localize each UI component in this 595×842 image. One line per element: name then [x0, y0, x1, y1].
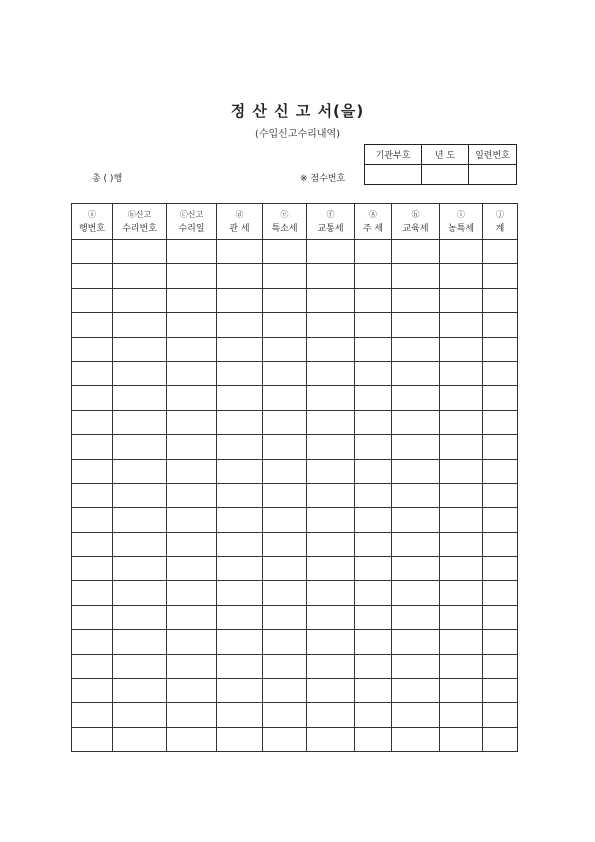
column-header	[217, 204, 263, 240]
table-cell[interactable]	[72, 727, 113, 751]
table-cell[interactable]	[483, 703, 518, 727]
column-label: 주 세	[362, 223, 384, 234]
table-cell[interactable]	[113, 410, 167, 434]
table-cell[interactable]	[113, 240, 167, 264]
table-cell[interactable]	[440, 386, 483, 410]
table-cell[interactable]	[483, 337, 518, 361]
table-row	[72, 508, 518, 532]
column-mark: ⓕ	[326, 209, 335, 219]
table-cell[interactable]	[263, 703, 307, 727]
table-cell[interactable]	[167, 557, 217, 581]
table-row	[72, 483, 518, 507]
table-cell[interactable]	[307, 386, 355, 410]
table-cell[interactable]	[113, 557, 167, 581]
table-cell[interactable]	[392, 459, 440, 483]
table-cell[interactable]	[263, 605, 307, 629]
table-cell[interactable]	[440, 654, 483, 678]
column-header	[483, 204, 518, 240]
table-cell[interactable]	[307, 361, 355, 385]
table-cell[interactable]	[355, 508, 392, 532]
table-cell[interactable]	[355, 630, 392, 654]
table-cell[interactable]	[483, 581, 518, 605]
column-header	[392, 204, 440, 240]
table-cell[interactable]	[483, 386, 518, 410]
table-cell[interactable]	[483, 630, 518, 654]
table-cell[interactable]	[392, 410, 440, 434]
table-cell[interactable]	[307, 459, 355, 483]
table-cell[interactable]	[392, 654, 440, 678]
table-row	[72, 435, 518, 459]
table-cell[interactable]	[217, 313, 263, 337]
code-value-serial[interactable]	[469, 165, 517, 185]
column-label: 교육세	[402, 223, 429, 234]
column-header	[167, 204, 217, 240]
table-cell[interactable]	[263, 386, 307, 410]
table-cell[interactable]	[72, 240, 113, 264]
column-header	[355, 204, 392, 240]
table-cell[interactable]	[355, 264, 392, 288]
table-cell[interactable]	[113, 386, 167, 410]
document-subtitle: (수입신고수리내역)	[254, 129, 341, 140]
table-cell[interactable]	[307, 410, 355, 434]
table-cell[interactable]	[392, 679, 440, 703]
table-cell[interactable]	[355, 654, 392, 678]
table-cell[interactable]	[392, 557, 440, 581]
table-cell[interactable]	[307, 532, 355, 556]
table-cell[interactable]	[307, 703, 355, 727]
table-cell[interactable]	[217, 532, 263, 556]
table-cell[interactable]	[392, 581, 440, 605]
table-cell[interactable]	[72, 459, 113, 483]
table-cell[interactable]	[113, 459, 167, 483]
column-label: 교통세	[317, 223, 344, 234]
table-cell[interactable]	[392, 508, 440, 532]
table-cell[interactable]	[483, 313, 518, 337]
table-cell[interactable]	[72, 605, 113, 629]
table-cell[interactable]	[483, 459, 518, 483]
table-cell[interactable]	[167, 264, 217, 288]
table-cell[interactable]	[113, 679, 167, 703]
table-cell[interactable]	[263, 483, 307, 507]
table-cell[interactable]	[355, 605, 392, 629]
table-cell[interactable]	[307, 337, 355, 361]
code-header-year: 년 도	[422, 145, 469, 165]
settlement-table	[71, 203, 518, 752]
table-cell[interactable]	[307, 483, 355, 507]
table-cell[interactable]	[307, 679, 355, 703]
table-cell[interactable]	[392, 605, 440, 629]
column-mark: ⓓ	[235, 209, 244, 219]
table-cell[interactable]	[392, 532, 440, 556]
table-row	[72, 679, 518, 703]
table-cell[interactable]	[307, 508, 355, 532]
table-cell[interactable]	[355, 386, 392, 410]
column-mark: ⓖ	[369, 209, 377, 219]
table-cell[interactable]	[113, 703, 167, 727]
table-cell[interactable]	[167, 313, 217, 337]
table-cell[interactable]	[263, 459, 307, 483]
table-row	[72, 459, 518, 483]
table-cell[interactable]	[217, 240, 263, 264]
table-cell[interactable]	[355, 337, 392, 361]
table-cell[interactable]	[483, 264, 518, 288]
column-mark: ⓔ	[280, 209, 289, 219]
column-mark: ⓙ	[496, 209, 504, 219]
table-cell[interactable]	[307, 581, 355, 605]
table-cell[interactable]	[167, 605, 217, 629]
column-header	[263, 204, 307, 240]
code-header-serial: 일련번호	[469, 145, 517, 165]
table-cell[interactable]	[355, 240, 392, 264]
table-cell[interactable]	[167, 337, 217, 361]
table-cell[interactable]	[217, 459, 263, 483]
table-cell[interactable]	[392, 703, 440, 727]
column-mark: ⓐ	[88, 209, 96, 219]
table-cell[interactable]	[113, 654, 167, 678]
column-label: 관 세	[229, 223, 250, 234]
table-cell[interactable]	[483, 679, 518, 703]
table-cell[interactable]	[392, 727, 440, 751]
table-cell[interactable]	[217, 630, 263, 654]
table-cell[interactable]	[167, 386, 217, 410]
table-cell[interactable]	[440, 679, 483, 703]
table-cell[interactable]	[72, 337, 113, 361]
table-cell[interactable]	[355, 532, 392, 556]
table-cell[interactable]	[263, 630, 307, 654]
table-cell[interactable]	[167, 727, 217, 751]
table-row	[72, 410, 518, 434]
table-cell[interactable]	[72, 679, 113, 703]
table-row	[72, 337, 518, 361]
column-label: 수리일	[178, 223, 205, 234]
table-cell[interactable]	[483, 435, 518, 459]
table-cell[interactable]	[483, 240, 518, 264]
column-label: 수리번호	[122, 223, 157, 234]
table-cell[interactable]	[392, 240, 440, 264]
table-cell[interactable]	[355, 679, 392, 703]
table-cell[interactable]	[217, 410, 263, 434]
table-row	[72, 386, 518, 410]
table-row	[72, 727, 518, 751]
table-cell[interactable]	[113, 288, 167, 312]
table-cell[interactable]	[72, 654, 113, 678]
table-cell[interactable]	[263, 337, 307, 361]
table-cell[interactable]	[263, 288, 307, 312]
table-cell[interactable]	[355, 703, 392, 727]
table-cell[interactable]	[355, 435, 392, 459]
table-cell[interactable]	[392, 630, 440, 654]
table-cell[interactable]	[307, 605, 355, 629]
code-value-agency[interactable]	[365, 165, 422, 185]
document-title: 정 산 신 고 서(을)	[230, 102, 365, 120]
table-cell[interactable]	[217, 264, 263, 288]
table-cell[interactable]	[307, 630, 355, 654]
table-cell[interactable]	[217, 508, 263, 532]
table-cell[interactable]	[307, 727, 355, 751]
table-cell[interactable]	[263, 508, 307, 532]
table-cell[interactable]	[72, 410, 113, 434]
table-cell[interactable]	[355, 288, 392, 312]
table-cell[interactable]	[483, 654, 518, 678]
table-cell[interactable]	[483, 532, 518, 556]
table-row	[72, 630, 518, 654]
table-cell[interactable]	[167, 410, 217, 434]
table-cell[interactable]	[113, 483, 167, 507]
column-label: 계	[495, 223, 505, 234]
column-header	[307, 204, 355, 240]
table-cell[interactable]	[440, 361, 483, 385]
table-cell[interactable]	[113, 605, 167, 629]
table-cell[interactable]	[217, 703, 263, 727]
table-cell[interactable]	[217, 679, 263, 703]
table-cell[interactable]	[355, 483, 392, 507]
column-header	[113, 204, 167, 240]
table-cell[interactable]	[483, 508, 518, 532]
table-cell[interactable]	[113, 532, 167, 556]
table-cell[interactable]	[72, 361, 113, 385]
total-rows-label: 총 ( )행	[92, 174, 123, 184]
column-mark: ⓒ신고	[179, 209, 204, 219]
table-cell[interactable]	[392, 313, 440, 337]
table-cell[interactable]	[113, 630, 167, 654]
table-row	[72, 532, 518, 556]
table-cell[interactable]	[263, 557, 307, 581]
table-cell[interactable]	[440, 532, 483, 556]
table-cell[interactable]	[72, 532, 113, 556]
table-row	[72, 288, 518, 312]
table-cell[interactable]	[440, 630, 483, 654]
table-row	[72, 654, 518, 678]
table-cell[interactable]	[217, 581, 263, 605]
table-cell[interactable]	[113, 508, 167, 532]
table-cell[interactable]	[72, 557, 113, 581]
table-cell[interactable]	[355, 581, 392, 605]
table-cell[interactable]	[392, 288, 440, 312]
table-cell[interactable]	[440, 581, 483, 605]
table-cell[interactable]	[217, 288, 263, 312]
table-cell[interactable]	[72, 264, 113, 288]
table-cell[interactable]	[307, 264, 355, 288]
column-mark: ⓑ신고	[127, 209, 152, 219]
column-mark: ⓗ	[411, 209, 420, 219]
table-cell[interactable]	[217, 654, 263, 678]
table-cell[interactable]	[307, 557, 355, 581]
table-row	[72, 240, 518, 264]
table-cell[interactable]	[263, 435, 307, 459]
table-cell[interactable]	[392, 435, 440, 459]
table-cell[interactable]	[263, 410, 307, 434]
table-cell[interactable]	[263, 240, 307, 264]
table-cell[interactable]	[440, 605, 483, 629]
table-cell[interactable]	[72, 581, 113, 605]
table-cell[interactable]	[355, 557, 392, 581]
table-cell[interactable]	[72, 703, 113, 727]
table-cell[interactable]	[113, 337, 167, 361]
table-cell[interactable]	[263, 654, 307, 678]
table-cell[interactable]	[217, 557, 263, 581]
table-cell[interactable]	[113, 727, 167, 751]
table-cell[interactable]	[483, 410, 518, 434]
table-cell[interactable]	[392, 386, 440, 410]
table-cell[interactable]	[307, 240, 355, 264]
table-cell[interactable]	[440, 557, 483, 581]
table-cell[interactable]	[263, 581, 307, 605]
table-cell[interactable]	[217, 386, 263, 410]
table-cell[interactable]	[263, 532, 307, 556]
table-cell[interactable]	[440, 264, 483, 288]
table-cell[interactable]	[483, 727, 518, 751]
table-cell[interactable]	[263, 313, 307, 337]
receipt-number-label: ※ 점수번호	[300, 174, 346, 184]
table-cell[interactable]	[440, 703, 483, 727]
column-header	[72, 204, 113, 240]
table-cell[interactable]	[72, 483, 113, 507]
table-cell[interactable]	[307, 288, 355, 312]
table-cell[interactable]	[440, 313, 483, 337]
table-header-row	[72, 204, 518, 240]
table-cell[interactable]	[167, 508, 217, 532]
table-cell[interactable]	[167, 581, 217, 605]
column-label: 농특세	[447, 223, 475, 234]
table-row	[72, 581, 518, 605]
table-cell[interactable]	[307, 313, 355, 337]
table-cell[interactable]	[72, 630, 113, 654]
table-row	[72, 605, 518, 629]
table-cell[interactable]	[440, 459, 483, 483]
table-cell[interactable]	[113, 264, 167, 288]
table-cell[interactable]	[72, 508, 113, 532]
column-label: 행번호	[78, 223, 106, 234]
table-row	[72, 557, 518, 581]
table-cell[interactable]	[392, 337, 440, 361]
table-cell[interactable]	[307, 435, 355, 459]
table-cell[interactable]	[483, 361, 518, 385]
table-cell[interactable]	[355, 313, 392, 337]
table-cell[interactable]	[72, 313, 113, 337]
table-cell[interactable]	[355, 459, 392, 483]
table-row	[72, 313, 518, 337]
table-cell[interactable]	[440, 508, 483, 532]
code-box	[364, 144, 517, 185]
table-cell[interactable]	[72, 386, 113, 410]
table-cell[interactable]	[167, 240, 217, 264]
table-cell[interactable]	[263, 679, 307, 703]
table-cell[interactable]	[167, 532, 217, 556]
table-cell[interactable]	[263, 361, 307, 385]
table-cell[interactable]	[167, 288, 217, 312]
table-cell[interactable]	[392, 264, 440, 288]
table-cell[interactable]	[217, 483, 263, 507]
table-cell[interactable]	[440, 337, 483, 361]
table-cell[interactable]	[167, 654, 217, 678]
table-cell[interactable]	[113, 313, 167, 337]
table-cell[interactable]	[167, 483, 217, 507]
table-cell[interactable]	[483, 288, 518, 312]
table-cell[interactable]	[440, 435, 483, 459]
table-cell[interactable]	[440, 410, 483, 434]
table-cell[interactable]	[440, 483, 483, 507]
table-cell[interactable]	[167, 361, 217, 385]
column-mark: ⓘ	[457, 209, 465, 219]
table-cell[interactable]	[440, 727, 483, 751]
table-row	[72, 361, 518, 385]
table-cell[interactable]	[113, 435, 167, 459]
table-cell[interactable]	[217, 605, 263, 629]
table-cell[interactable]	[72, 288, 113, 312]
table-cell[interactable]	[167, 630, 217, 654]
table-cell[interactable]	[217, 337, 263, 361]
code-value-year[interactable]	[422, 165, 469, 185]
column-label: 특소세	[271, 223, 298, 234]
table-cell[interactable]	[263, 264, 307, 288]
table-cell[interactable]	[392, 483, 440, 507]
table-cell[interactable]	[217, 435, 263, 459]
table-cell[interactable]	[217, 727, 263, 751]
table-cell[interactable]	[483, 605, 518, 629]
code-header-agency: 기관부호	[365, 145, 422, 165]
table-cell[interactable]	[392, 361, 440, 385]
table-cell[interactable]	[263, 727, 307, 751]
table-cell[interactable]	[307, 654, 355, 678]
table-cell[interactable]	[440, 240, 483, 264]
table-cell[interactable]	[483, 557, 518, 581]
table-cell[interactable]	[440, 288, 483, 312]
table-cell[interactable]	[355, 361, 392, 385]
table-row	[72, 264, 518, 288]
table-cell[interactable]	[355, 410, 392, 434]
table-cell[interactable]	[167, 459, 217, 483]
table-cell[interactable]	[113, 581, 167, 605]
table-cell[interactable]	[355, 727, 392, 751]
table-cell[interactable]	[167, 703, 217, 727]
table-cell[interactable]	[167, 679, 217, 703]
table-cell[interactable]	[113, 361, 167, 385]
table-cell[interactable]	[483, 483, 518, 507]
column-header	[440, 204, 483, 240]
table-cell[interactable]	[217, 361, 263, 385]
table-cell[interactable]	[167, 435, 217, 459]
table-body	[72, 240, 518, 752]
table-cell[interactable]	[72, 435, 113, 459]
table-row	[72, 703, 518, 727]
